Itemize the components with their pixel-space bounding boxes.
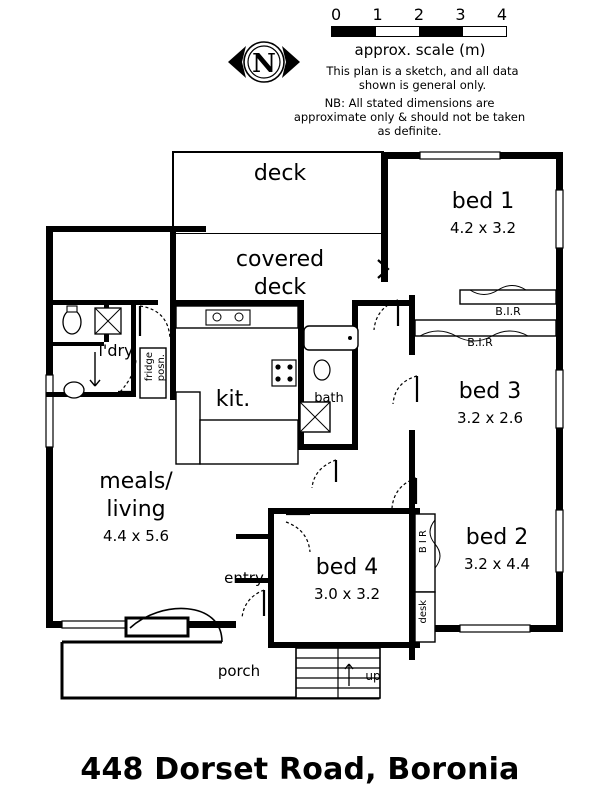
- room-label-bed3: bed 3: [458, 379, 522, 404]
- scale-bar: [325, 6, 515, 59]
- scale-ticks: [331, 6, 507, 24]
- label-bir-mid: B.I.R: [467, 336, 493, 349]
- room-dim-meals: 4.4 x 5.6: [102, 527, 170, 545]
- svg-text:N: N: [252, 49, 276, 79]
- plan-note-general: This plan is a sketch, and all data shown is general only.: [326, 64, 519, 92]
- scale-tick-2: 2: [413, 5, 425, 24]
- room-label-laundry: l'dry: [98, 341, 134, 360]
- room-label-bed1: bed 1: [451, 189, 515, 214]
- scale-tick-0: 0: [331, 5, 342, 24]
- plan-note-dimensions: NB: All stated dimensions are approximate only & should not be taken as definite.: [293, 96, 526, 138]
- room-label-bed4: bed 4: [315, 555, 379, 580]
- room-label-bed2: bed 2: [465, 525, 529, 550]
- room-label-living: living: [106, 497, 166, 522]
- scale-bar-graphic: [331, 26, 507, 37]
- room-label-entry: entry: [224, 569, 264, 587]
- compass-icon: [228, 38, 300, 86]
- room-label-covered-deck: deck: [253, 275, 307, 300]
- room-dim-bed1: 4.2 x 3.2: [449, 219, 517, 237]
- room-dim-bed2: 3.2 x 4.4: [463, 555, 531, 573]
- room-dim-bed3: 3.2 x 2.6: [456, 409, 524, 427]
- scale-tick-1: 1: [372, 5, 383, 24]
- label-fridge-posn: posn.: [156, 354, 167, 382]
- label-stairs-up: up: [365, 669, 381, 683]
- room-label-porch: porch: [217, 662, 261, 680]
- scale-caption: approx. scale (m): [354, 41, 486, 59]
- scale-tick-4: 4: [496, 5, 507, 24]
- label-bir-vertical: B I R: [418, 530, 429, 554]
- scale-tick-3: 3: [455, 5, 466, 24]
- room-label-bath: bath: [314, 391, 344, 406]
- label-bir-top: B.I.R: [495, 305, 521, 318]
- room-label-covered: covered: [235, 247, 325, 272]
- room-dim-bed4: 3.0 x 3.2: [313, 585, 381, 603]
- room-label-meals: meals/: [99, 469, 173, 494]
- label-fridge: fridge: [144, 352, 155, 382]
- floor-plan: [0, 130, 600, 740]
- room-label-deck: deck: [253, 161, 307, 186]
- page-title: 448 Dorset Road, Boronia: [80, 752, 520, 787]
- label-desk: desk: [418, 600, 429, 624]
- room-label-kitchen: kit.: [215, 387, 251, 412]
